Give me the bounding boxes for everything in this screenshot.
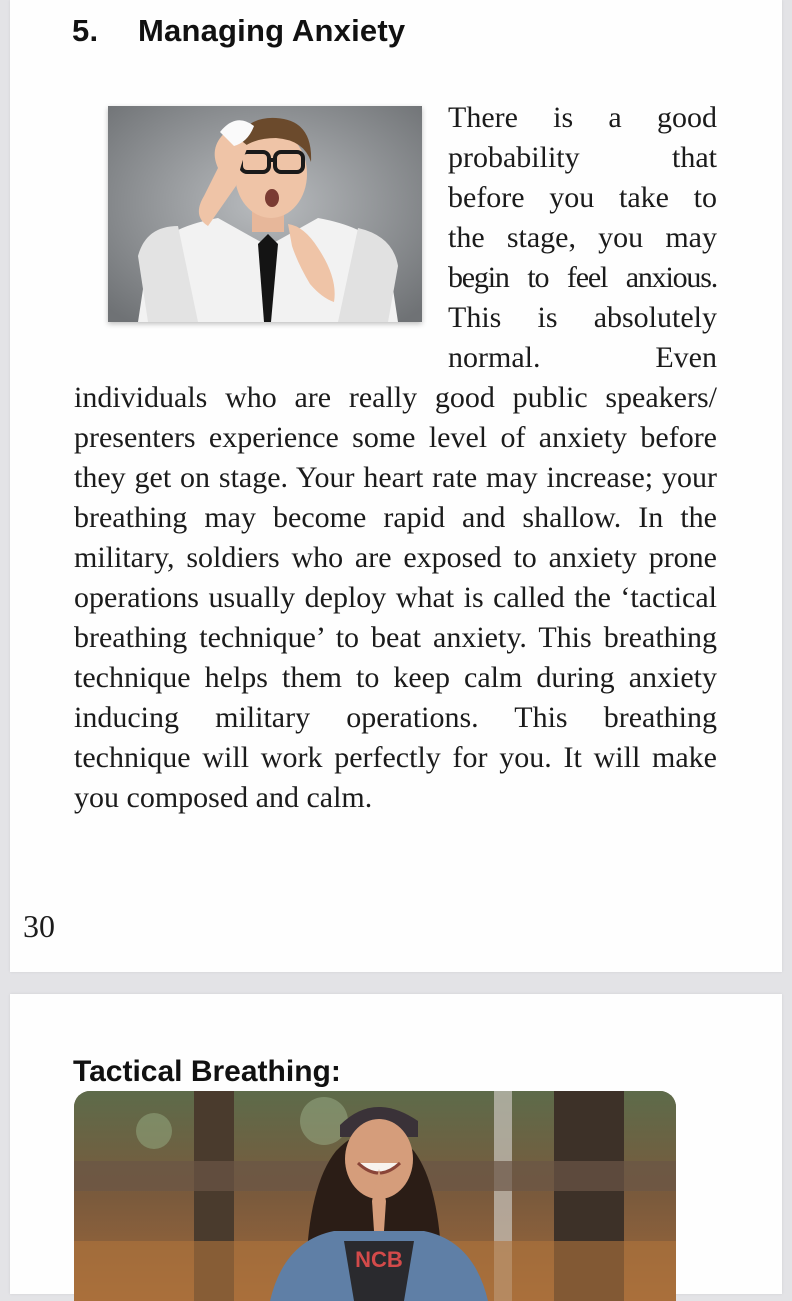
paragraph-line: begin to feel anxious.: [448, 261, 717, 294]
page-number: 30: [23, 908, 55, 944]
paragraph-continuation: individuals who are really good public speakers/ presenters experience some level of anxiety before they get on stage. Your heart rate may increase; your breathing may become rapid and shallow. In the military, soldiers who are exposed to anxiety prone operations usually deploy what is called the ‘tactical breathing technique’ to beat anxiety. This breathing technique helps them to keep calm during anxiety inducing military operations. This breathing technique will work perfectly for you. It will make you composed and calm.: [74, 381, 717, 814]
smiling-woman-photo: [74, 1091, 676, 1301]
wrapped-paragraph-start: [448, 98, 717, 378]
anxious-man-photo: [108, 106, 422, 322]
jacket-print-text: NCB: [355, 1247, 403, 1272]
section-title: Managing Anxiety: [138, 13, 406, 48]
section-heading: [72, 13, 405, 49]
paragraph-line: before you take to: [448, 181, 717, 214]
paragraph-line: There is a good: [448, 101, 717, 134]
section-number: 5.: [72, 13, 99, 48]
subheading: Tactical Breathing:: [73, 1055, 341, 1088]
page-30: [10, 0, 782, 972]
next-page: [10, 994, 782, 1294]
paragraph-line: normal. Even: [448, 341, 717, 374]
paragraph-line: the stage, you may: [448, 221, 717, 254]
paragraph-line: This is absolutely: [448, 301, 717, 334]
paragraph-line: probability that: [448, 141, 717, 174]
